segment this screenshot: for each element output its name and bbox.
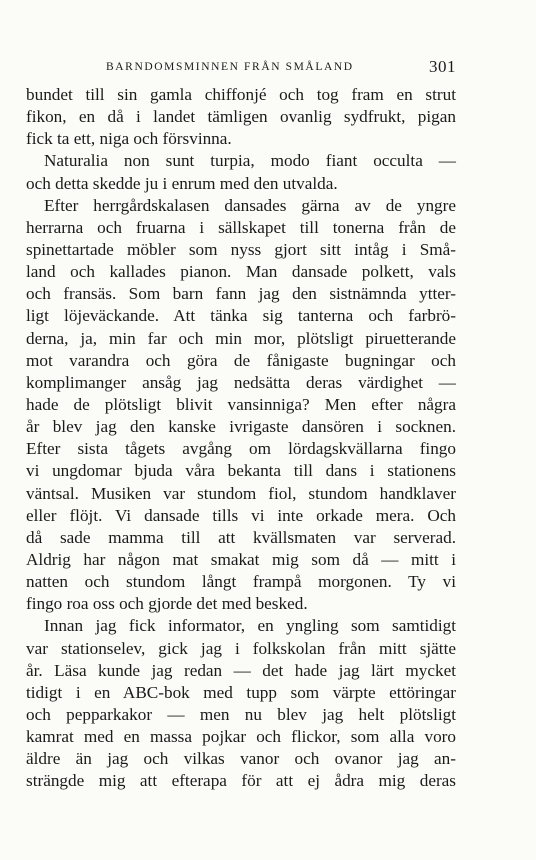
text-line: bundet till sin gamla chiffonjé och tog fram en strut xyxy=(26,85,456,104)
text-line: år. Läsa kunde jag redan — det hade jag lärt mycket xyxy=(26,660,456,680)
text-line: väntsal. Musiken var stundom fiol, stundom handklaver xyxy=(26,483,456,503)
text-line: var stationselev, gick jag i folkskolan från mitt sjätte xyxy=(26,638,456,658)
text-line: land och kallades pianon. Man dansade polkett, vals xyxy=(26,262,456,282)
text-line: fikon, en då i landet tämligen ovanlig sydfrukt, pigan xyxy=(26,107,456,127)
text-line: spinettartade möbler som nyss gjort sitt intåg i Små- xyxy=(26,239,456,259)
text-line: ligt löjeväckande. Att tänka sig tanterna och farbrö- xyxy=(26,306,456,326)
text-line: mot varandra och göra de fånigaste bugningar och xyxy=(26,350,456,370)
page-header xyxy=(26,57,456,79)
text-line: tidigt i en ABC-bok med tupp som värpte ettöringar xyxy=(26,682,456,702)
text-line: natten och stundom långt frampå morgonen. Ty vi xyxy=(26,572,456,592)
body-text xyxy=(26,84,456,793)
text-line: Aldrig har någon mat smakat mig som då — mitt i xyxy=(26,549,456,569)
text-line: fick ta ett, niga och försvinna. xyxy=(26,129,232,149)
text-line: år blev jag den kanske ivrigaste dansören i socknen. xyxy=(26,417,456,437)
text-line: derna, ja, min far och min mor, plötsligt piruetterande xyxy=(26,328,456,348)
text-line: då sade mamma till att kvällsmaten var serverad. xyxy=(26,527,456,547)
page-number: 301 xyxy=(429,57,456,76)
text-line: och detta skedde ju i enrum med den utvalda. xyxy=(26,173,338,193)
running-title: BARNDOMSMINNEN FRÅN SMÅLAND xyxy=(106,61,354,73)
text-line: kamrat med en massa pojkar och flickor, som alla voro xyxy=(26,727,456,747)
text-line: fingo roa oss och gjorde det med besked. xyxy=(26,594,308,614)
text-line: Innan jag fick informator, en yngling som samtidigt xyxy=(44,616,456,636)
text-line: eller flöjt. Vi dansade tills vi inte orkade mera. Och xyxy=(26,505,456,525)
text-line: strängde mig att efterapa för att ej ådra mig deras xyxy=(26,771,456,791)
text-line: Efter sista tågets avgång om lördagskvällarna fingo xyxy=(26,439,456,459)
text-line: och pepparkakor — men nu blev jag helt plötsligt xyxy=(26,704,456,724)
text-line: och fransäs. Som barn fann jag den sistnämnda ytter- xyxy=(26,284,456,304)
text-line: äldre än jag och vilkas vanor och ovanor jag an- xyxy=(26,749,456,769)
text-line: Efter herrgårdskalasen dansades gärna av de yngre xyxy=(44,195,456,215)
text-line: Naturalia non sunt turpia, modo fiant occulta — xyxy=(44,151,456,171)
text-line: hade de plötsligt blivit vansinniga? Men efter några xyxy=(26,394,456,414)
text-line: vi ungdomar bjuda våra bekanta till dans i stationens xyxy=(26,461,456,481)
text-line: herrarna och fruarna i sällskapet till tonerna från de xyxy=(26,217,456,237)
text-line: komplimanger ansåg jag nedsätta deras värdighet — xyxy=(26,372,456,392)
